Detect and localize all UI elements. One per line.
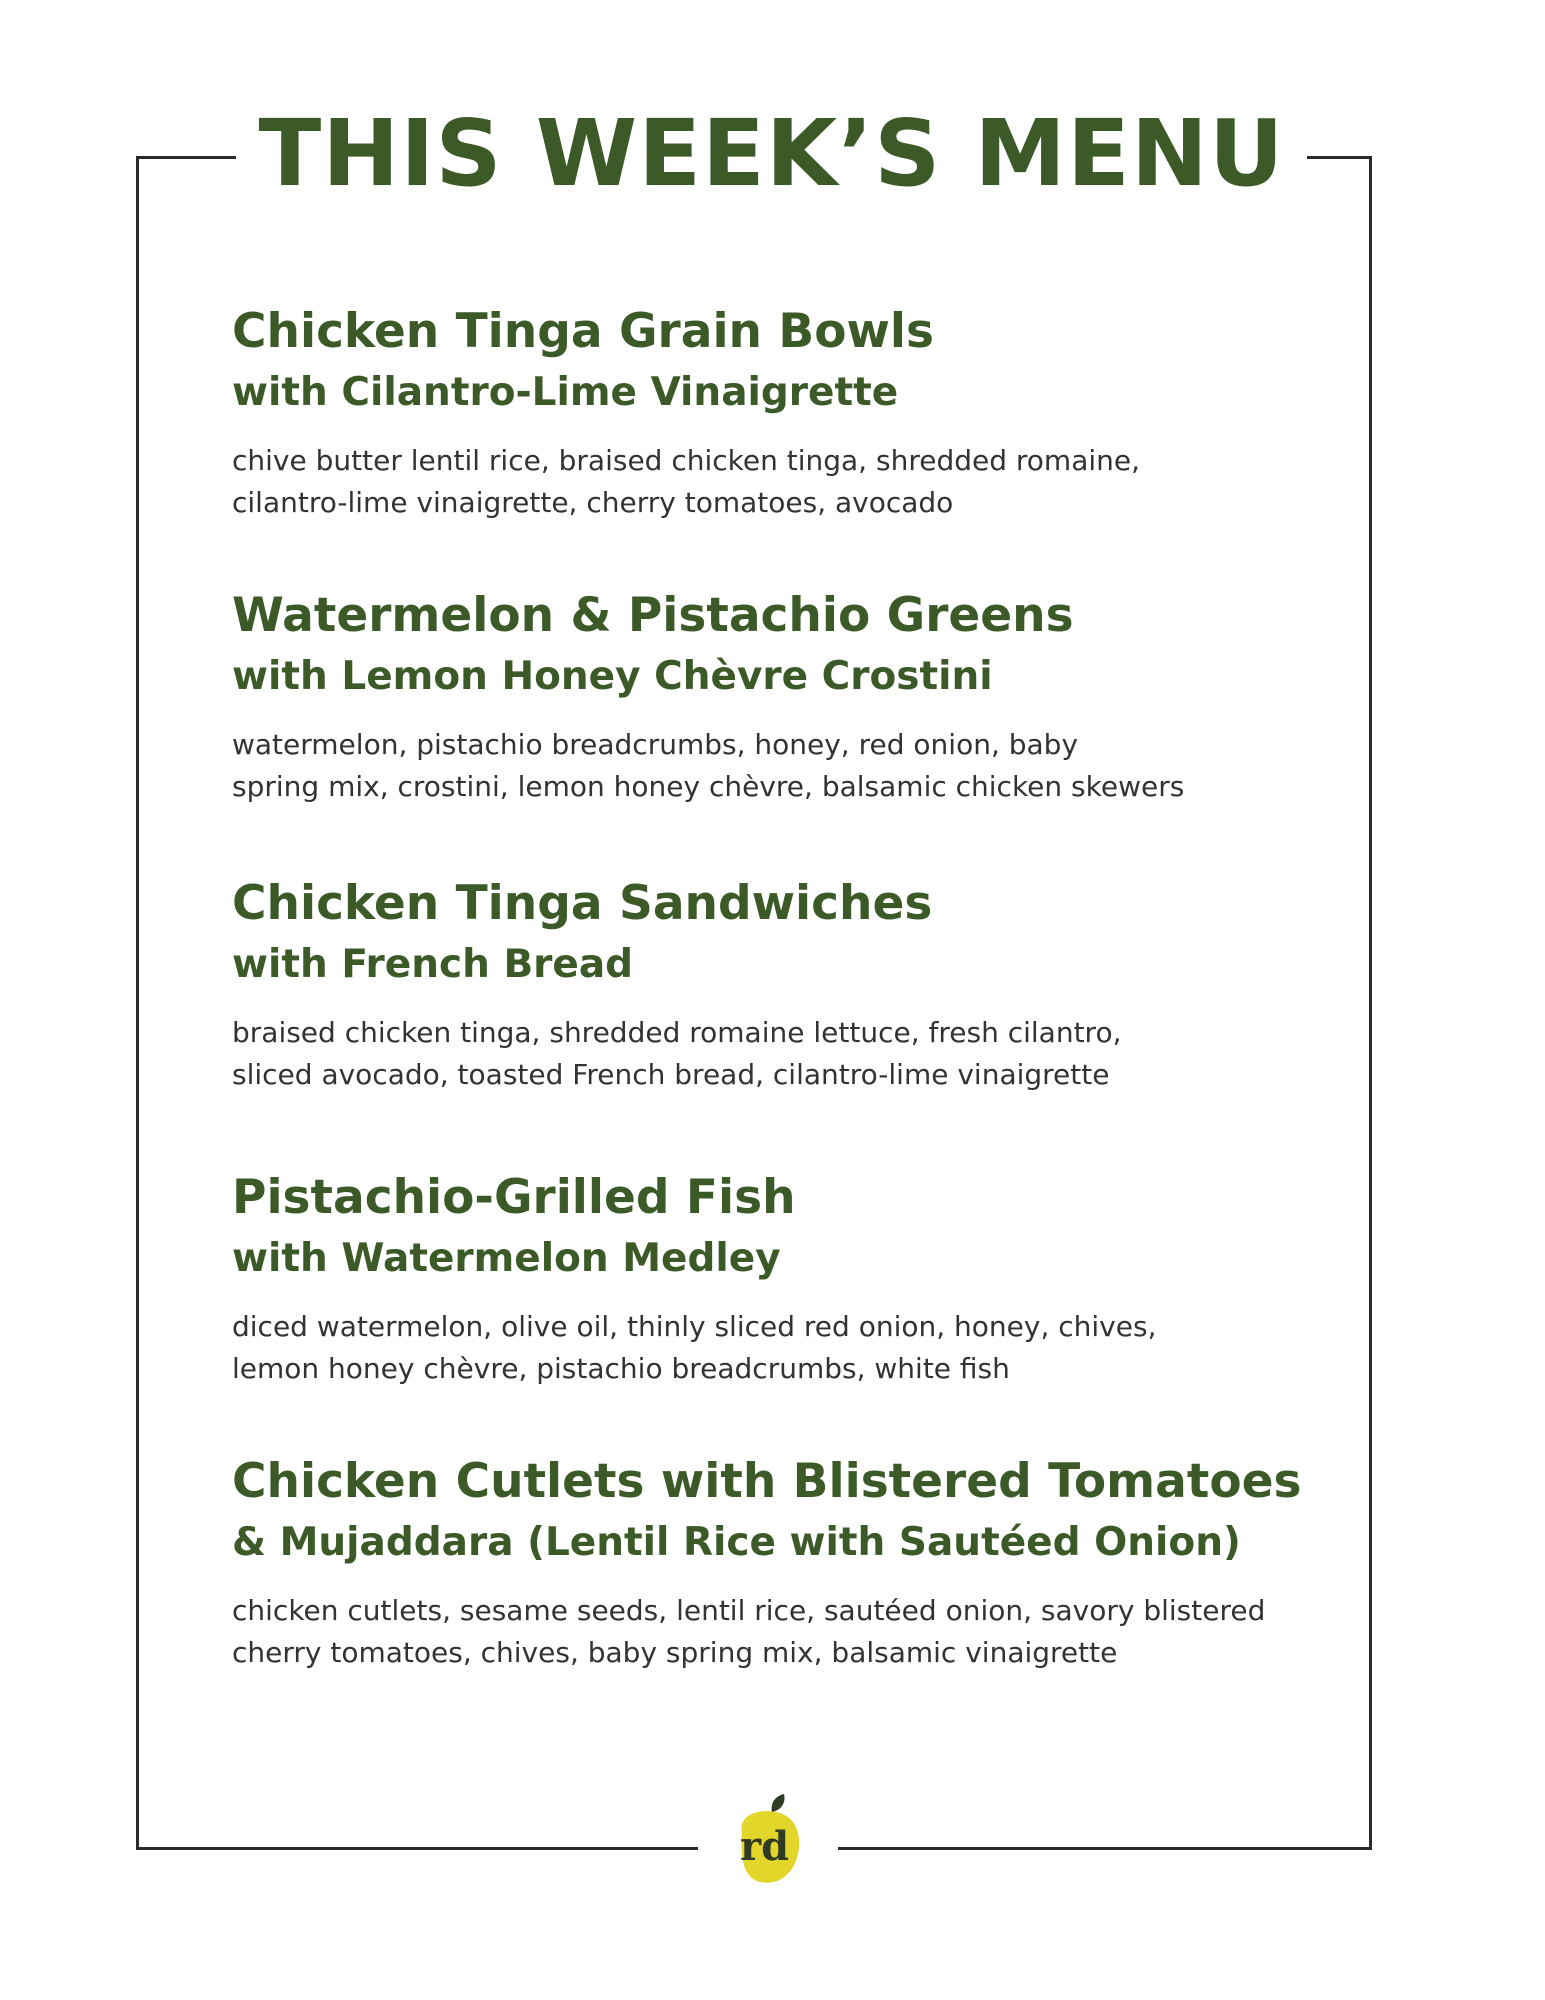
menu-item-subtitle: & Mujaddara (Lentil Rice with Sautéed Onion) [232,1520,1241,1565]
menu-item-description: braised chicken tinga, shredded romaine lettuce, fresh cilantro, sliced avocado, toasted French bread, cilantro-lime vinaigrette [232,1016,1122,1091]
menu-item-description: chive butter lentil rice, braised chicken tinga, shredded romaine, cilantro-lime vinaigrette, cherry tomatoes, avocado [232,444,1141,519]
menu-item [232,584,1184,808]
menu-item-subtitle: with Watermelon Medley [232,1236,781,1281]
menu-item-description: diced watermelon, olive oil, thinly sliced red onion, honey, chives, lemon honey chèvre, pistachio breadcrumbs, white fish [232,1310,1157,1385]
menu-item-description: chicken cutlets, sesame seeds, lentil rice, sautéed onion, savory blistered cherry tomatoes, chives, baby spring mix, balsamic vinaigrette [232,1594,1266,1669]
menu-item [232,872,1121,1096]
menu-item-title: Watermelon & Pistachio Greens [232,588,1074,643]
leaf-shape [772,1794,785,1812]
title-container [0,92,1545,216]
menu-item [232,1450,1301,1674]
menu-item-subtitle: with French Bread [232,942,634,987]
brand-logo [698,1792,838,1892]
menu-item [232,1166,1156,1390]
menu-item-subtitle: with Cilantro-Lime Vinaigrette [232,370,899,415]
menu-item-description: watermelon, pistachio breadcrumbs, honey, red onion, baby spring mix, crostini, lemon honey chèvre, balsamic chicken skewers [232,728,1185,803]
lemon-logo-icon [728,1794,808,1890]
menu-item-title: Chicken Tinga Grain Bowls [232,304,934,359]
menu-item-subtitle: with Lemon Honey Chèvre Crostini [232,654,993,699]
page-title: THIS WEEK’S MENU [236,92,1306,216]
menu-item-title: Pistachio-Grilled Fish [232,1170,796,1225]
menu-item-title: Chicken Tinga Sandwiches [232,876,933,931]
menu-item [232,300,1140,524]
logo-text: rd [740,1823,790,1870]
menu-item-title: Chicken Cutlets with Blistered Tomatoes [232,1454,1302,1509]
